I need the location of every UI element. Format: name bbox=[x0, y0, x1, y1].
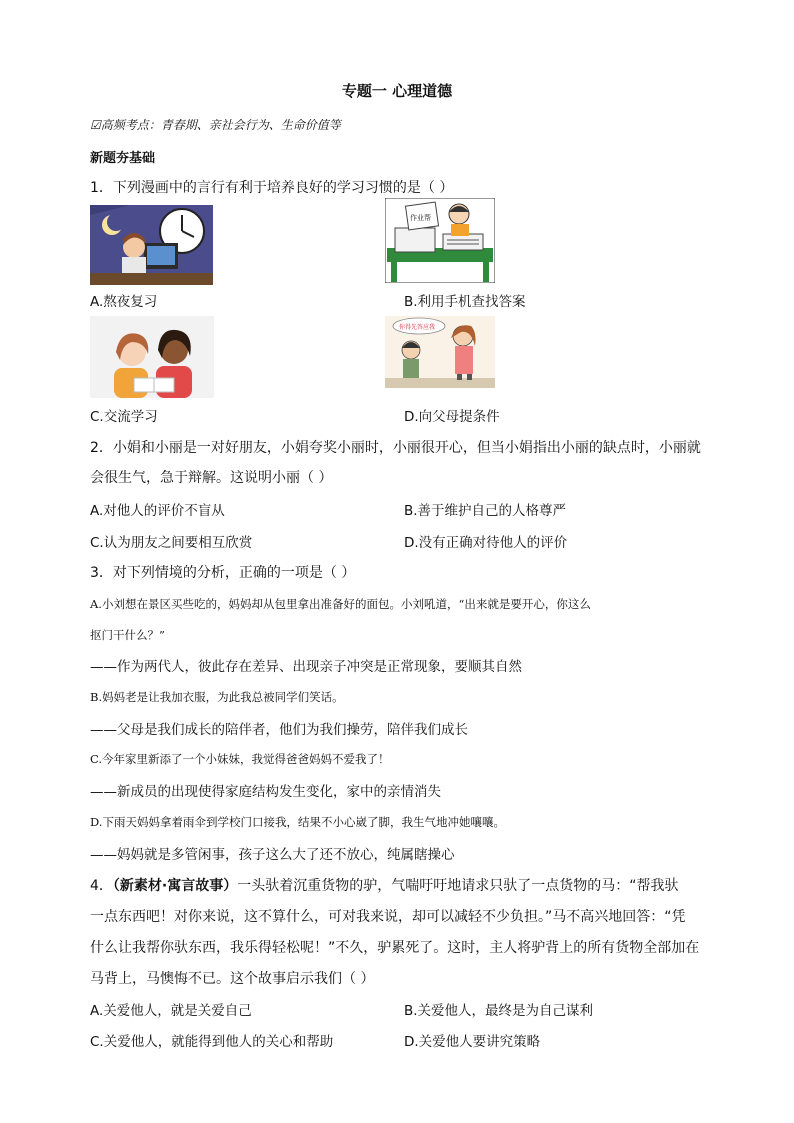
q3-b-analysis: ——父母是我们成长的陪伴者，他们为我们操劳，陪伴我们成长 bbox=[90, 722, 468, 738]
q3-a-line1: A.小刘想在景区买些吃的，妈妈却从包里拿出准备好的面包。小刘吼道，“出来就是要开心，你这么 bbox=[90, 597, 591, 611]
q1-image-b bbox=[385, 198, 495, 283]
q2-option-a: A.对他人的评价不盲从 bbox=[90, 503, 225, 519]
q4-option-c: C.关爱他人，就能得到他人的关心和帮助 bbox=[90, 1034, 334, 1050]
q4-stem-text: 一头驮着沉重货物的驴，气喘吁吁地请求只驮了一点货物的马：“帮我驮 bbox=[237, 878, 679, 894]
q4-stem-line1 bbox=[90, 875, 679, 895]
q3-c-analysis: ——新成员的出现使得家庭结构发生变化，家中的亲情消失 bbox=[90, 784, 441, 800]
q4-option-b: B.关爱他人，最终是为自己谋利 bbox=[404, 1003, 594, 1019]
q3-d-line1: D.下雨天妈妈拿着雨伞到学校门口接我，结果不小心崴了脚，我生气地冲她嚷嚷。 bbox=[90, 815, 505, 829]
q3-stem: 3．对下列情境的分析，正确的一项是（ ） bbox=[90, 565, 356, 581]
q3-d-analysis: ——妈妈就是多管闲事，孩子这么大了还不放心，纯属瞎操心 bbox=[90, 847, 455, 863]
q2-stem-line2: 会很生气，急于辩解。这说明小丽（ ） bbox=[90, 470, 333, 486]
q1-option-b: B.利用手机查找答案 bbox=[404, 294, 526, 310]
q1-image-c bbox=[90, 316, 214, 398]
q2-option-c: C.认为朋友之间要相互欣赏 bbox=[90, 535, 253, 551]
key-points-line: ☑高频考点：青春期、亲社会行为、生命价值等 bbox=[90, 118, 341, 132]
q4-stem-line4: 马背上，马懊悔不已。这个故事启示我们（ ） bbox=[90, 971, 375, 987]
q1-image-a bbox=[90, 205, 213, 285]
q1-option-c: C.交流学习 bbox=[90, 409, 158, 425]
q3-c-line1: C.今年家里新添了一个小妹妹，我觉得爸爸妈妈不爱我了！ bbox=[90, 752, 390, 766]
q1-image-d bbox=[385, 316, 495, 388]
q1-option-d: D.向父母提条件 bbox=[404, 409, 500, 425]
q1-option-a: A.熬夜复习 bbox=[90, 294, 158, 310]
bubble-b-text: 作业帮 bbox=[410, 214, 431, 222]
q3-a-analysis: ——作为两代人，彼此存在差异、出现亲子冲突是正常现象，要顺其自然 bbox=[90, 659, 522, 675]
q4-stem-line2: 一点东西吧！对你来说，这不算什么，可对我来说，却可以减轻不少负担。”马不高兴地回答：“凭 bbox=[90, 909, 686, 925]
q2-option-b: B.善于维护自己的人格尊严 bbox=[404, 503, 567, 519]
q4-number: 4． bbox=[90, 878, 113, 894]
q3-a-line2: 抠门干什么？” bbox=[90, 628, 165, 642]
q2-option-d: D.没有正确对待他人的评价 bbox=[404, 535, 568, 551]
page-title: 专题一 心理道德 bbox=[341, 82, 453, 100]
section-heading: 新题夯基础 bbox=[90, 151, 156, 166]
q3-b-line1: B.妈妈老是让我加衣服，为此我总被同学们笑话。 bbox=[90, 690, 344, 704]
q4-stem-line3: 什么让我帮你驮东西，我乐得轻松呢！”不久，驴累死了。这时，主人将驴背上的所有货物全部加在 bbox=[90, 940, 700, 956]
q1-stem: 1．下列漫画中的言行有利于培养良好的学习习惯的是（ ） bbox=[90, 180, 454, 196]
q4-material-tag: （新素材·寓言故事） bbox=[112, 878, 238, 894]
q4-option-a: A.关爱他人，就是关爱自己 bbox=[90, 1003, 252, 1019]
q4-option-d: D.关爱他人要讲究策略 bbox=[404, 1034, 541, 1050]
q2-stem-line1: 2．小娟和小丽是一对好朋友，小娟夸奖小丽时，小丽很开心，但当小娟指出小丽的缺点时，小丽就 bbox=[90, 440, 701, 456]
bubble-d-text: 你得先答应我 bbox=[399, 324, 436, 331]
